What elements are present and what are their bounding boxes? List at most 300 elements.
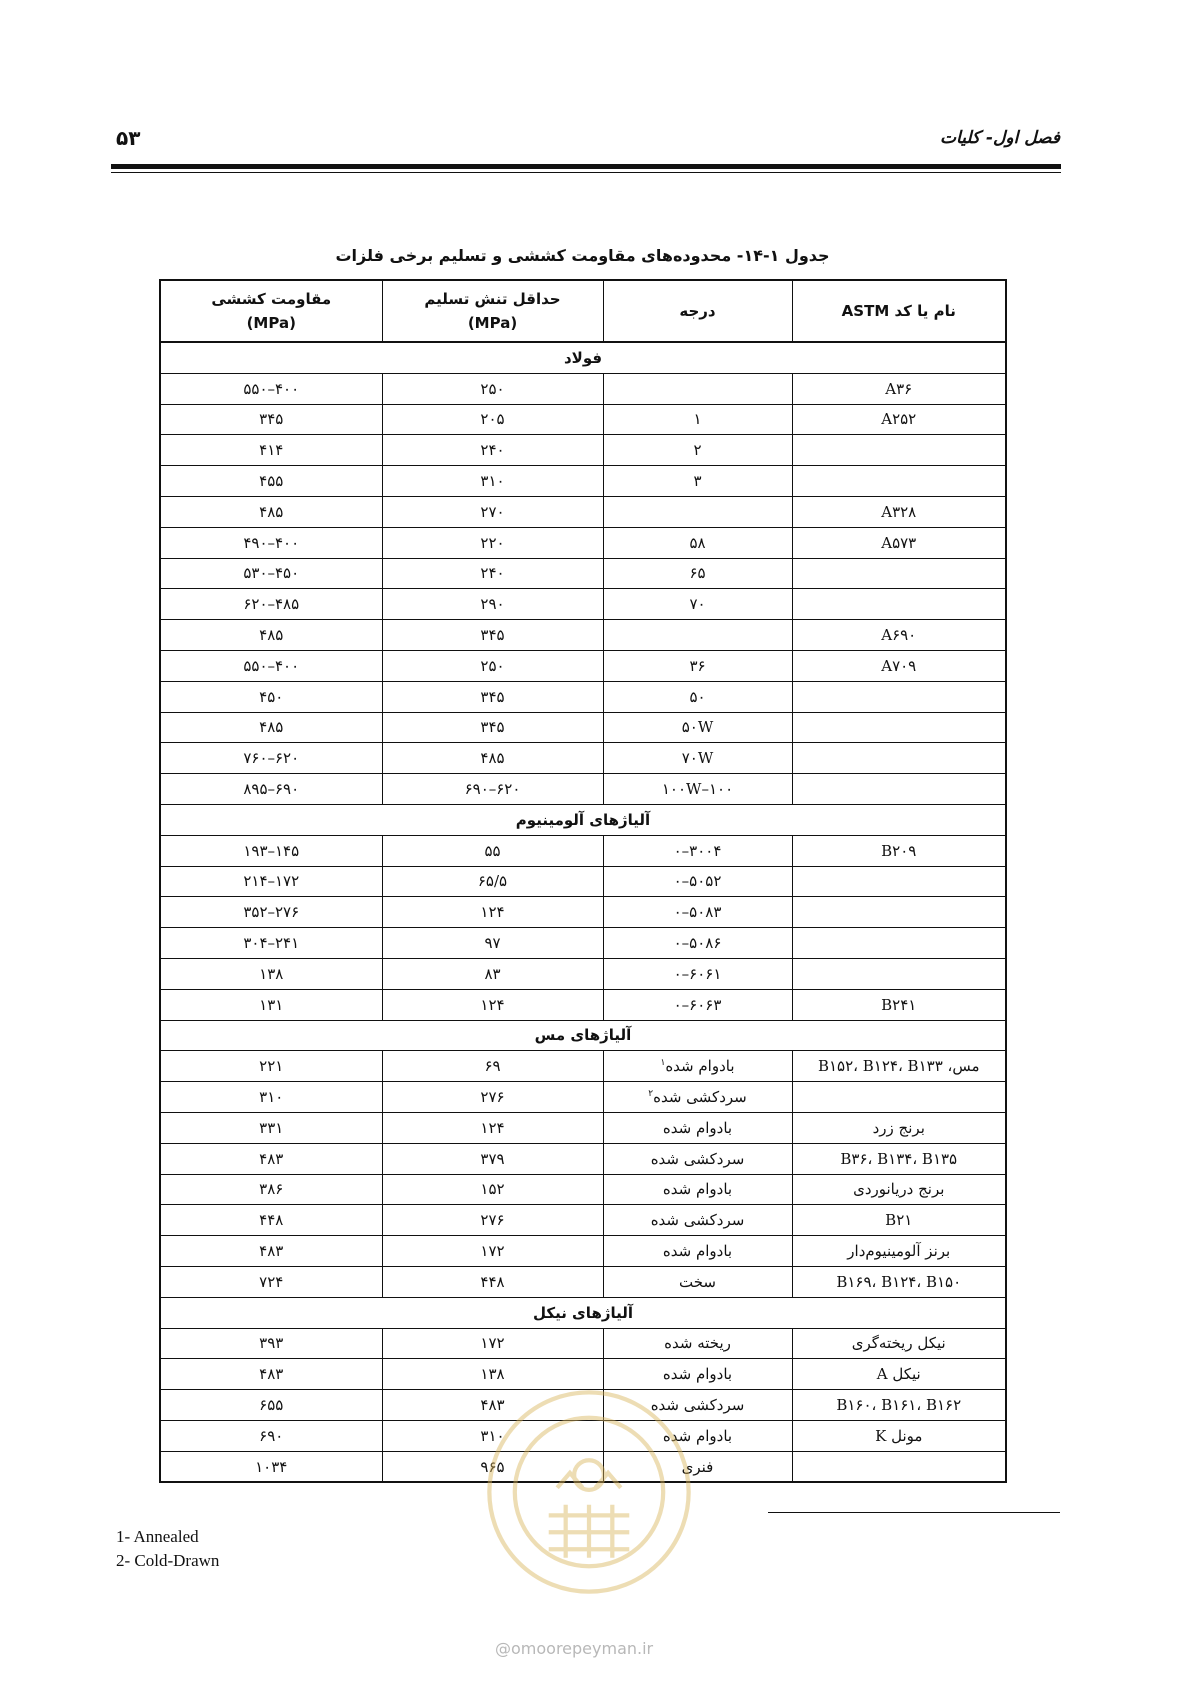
section-row [160, 1020, 1006, 1051]
footnote-marker: ۱ [660, 1058, 666, 1069]
cell-tensile-text: ۴۸۳ [259, 1365, 284, 1384]
header-tensile-unit: (MPa) [246, 314, 296, 332]
cell-tensile-text: ۴۴۸ [259, 1211, 284, 1230]
cell-yield [382, 1143, 603, 1174]
cell-tensile-text: ۴۰۰–۵۵۰ [243, 379, 300, 398]
cell-yield-text: ۳۴۵ [480, 626, 505, 645]
cell-astm [792, 589, 1006, 620]
cell-grade-text: بادوام شده [662, 1118, 733, 1137]
section-row [160, 342, 1006, 373]
cell-tensile-text: ۲۲۱ [259, 1057, 284, 1076]
cell-yield-text: ۴۴۸ [480, 1272, 505, 1291]
cell-tensile-text: ۴۵۰–۵۳۰ [243, 564, 300, 583]
cell-astm-text: A۳۲۸ [881, 502, 917, 521]
cell-grade [603, 404, 792, 435]
table-row [160, 620, 1006, 651]
cell-astm-text: B۱۶۹، B۱۲۴، B۱۵۰ [836, 1272, 962, 1291]
cell-grade [603, 1143, 792, 1174]
cell-astm [792, 712, 1006, 743]
cell-yield [382, 712, 603, 743]
cell-tensile [160, 743, 382, 774]
header-rule-thin [111, 172, 1061, 173]
cell-grade [603, 1082, 792, 1113]
table-row [160, 774, 1006, 805]
cell-tensile [160, 1451, 382, 1482]
cell-yield-text: ۲۰۵ [480, 410, 505, 429]
table-row [160, 958, 1006, 989]
cell-grade [603, 1174, 792, 1205]
cell-grade [603, 712, 792, 743]
cell-yield-text: ۲۹۰ [480, 595, 505, 614]
cell-tensile-text: ۱۳۸ [259, 964, 284, 983]
table-row [160, 866, 1006, 897]
cell-grade [603, 1359, 792, 1390]
cell-yield-text: ۳۷۹ [480, 1149, 505, 1168]
cell-yield [382, 958, 603, 989]
cell-astm-text: B۲۰۹ [881, 841, 917, 860]
cell-yield-text: ۱۲۴ [480, 1118, 505, 1137]
table-row [160, 496, 1006, 527]
cell-astm [792, 989, 1006, 1020]
cell-astm [792, 558, 1006, 589]
cell-yield-text: ۶۹ [484, 1057, 501, 1076]
cell-astm [792, 835, 1006, 866]
table-row [160, 589, 1006, 620]
cell-tensile [160, 589, 382, 620]
cell-yield [382, 1328, 603, 1359]
cell-grade [603, 681, 792, 712]
table-row [160, 1143, 1006, 1174]
cell-astm [792, 681, 1006, 712]
cell-astm [792, 743, 1006, 774]
table-row [160, 928, 1006, 959]
cell-astm-text: B۲۱ [885, 1211, 913, 1230]
cell-grade [603, 650, 792, 681]
table-row [160, 989, 1006, 1020]
cell-yield-text: ۲۷۶ [480, 1211, 505, 1230]
cell-grade-text: ۵۰۵۲–۰ [673, 872, 722, 891]
cell-grade-text: ۱۰۰–۱۰۰W [661, 780, 734, 799]
cell-yield [382, 897, 603, 928]
header-yield-unit: (MPa) [467, 314, 518, 332]
cell-grade [603, 1205, 792, 1236]
cell-tensile-text: ۴۸۵ [259, 718, 284, 737]
cell-astm [792, 373, 1006, 404]
cell-yield-text: ۹۶۵ [480, 1457, 505, 1476]
table-row [160, 435, 1006, 466]
cell-tensile [160, 496, 382, 527]
cell-astm [792, 1359, 1006, 1390]
table-row [160, 1266, 1006, 1297]
cell-tensile-text: ۱۷۲–۲۱۴ [243, 872, 300, 891]
cell-tensile [160, 1420, 382, 1451]
cell-astm-text: A۵۷۳ [881, 533, 917, 552]
cell-grade [603, 466, 792, 497]
cell-tensile-text: ۳۱۰ [259, 1088, 284, 1107]
cell-grade [603, 435, 792, 466]
cell-yield-text: ۲۷۶ [480, 1088, 505, 1107]
table-row [160, 466, 1006, 497]
cell-astm [792, 958, 1006, 989]
cell-tensile [160, 1082, 382, 1113]
cell-yield [382, 1051, 603, 1082]
cell-grade-text: ۳۰۰۴–۰ [673, 841, 722, 860]
cell-tensile [160, 1390, 382, 1421]
cell-grade-text: ۵۰W [681, 718, 714, 737]
cell-yield [382, 1359, 603, 1390]
cell-grade [603, 589, 792, 620]
cell-tensile [160, 558, 382, 589]
cell-tensile [160, 958, 382, 989]
cell-tensile [160, 466, 382, 497]
cell-astm [792, 928, 1006, 959]
cell-grade-text: ۳۶ [689, 656, 706, 675]
cell-grade [603, 373, 792, 404]
cell-tensile [160, 404, 382, 435]
cell-yield-text: ۴۸۵ [480, 749, 505, 768]
cell-grade-text: فنری [681, 1457, 714, 1476]
cell-grade [603, 558, 792, 589]
cell-yield [382, 1236, 603, 1267]
cell-tensile-text: ۶۵۵ [259, 1395, 284, 1414]
watermark-url: @omoorepeyman.ir [495, 1639, 654, 1658]
table-row [160, 558, 1006, 589]
cell-astm [792, 1174, 1006, 1205]
cell-yield [382, 1112, 603, 1143]
cell-astm [792, 650, 1006, 681]
cell-grade [603, 1051, 792, 1082]
cell-astm [792, 496, 1006, 527]
table-title: جدول ۱-۱۴- محدوده‌های مقاومت کششی و تسلیم برخی فلزات [335, 246, 830, 265]
cell-astm-text: مس، B۱۵۲، B۱۲۴، B۱۳۳ [817, 1057, 980, 1076]
cell-tensile [160, 527, 382, 558]
cell-grade-text: ۶۰۶۳–۰ [673, 995, 722, 1014]
cell-astm-text: A۲۵۲ [881, 410, 917, 429]
cell-astm-text: B۱۶۰، B۱۶۱، B۱۶۲ [836, 1395, 962, 1414]
cell-tensile-text: ۱۰۳۴ [255, 1457, 288, 1476]
cell-tensile-text: ۴۸۳ [259, 1149, 284, 1168]
cell-astm-text: A۳۶ [885, 379, 913, 398]
cell-grade-text: سردکشی شده [650, 1211, 745, 1230]
cell-grade-text: سردکشی شده [650, 1395, 745, 1414]
cell-yield-text: ۳۴۵ [480, 687, 505, 706]
cell-astm-text: A۷۰۹ [881, 656, 917, 675]
cell-astm [792, 1236, 1006, 1267]
cell-grade [603, 928, 792, 959]
cell-astm [792, 1082, 1006, 1113]
cell-tensile [160, 1328, 382, 1359]
cell-astm [792, 1143, 1006, 1174]
cell-tensile-text: ۴۵۰ [259, 687, 284, 706]
cell-yield-text: ۲۷۰ [480, 502, 505, 521]
cell-yield-text: ۲۲۰ [480, 533, 505, 552]
cell-tensile [160, 897, 382, 928]
cell-astm-text: برنز آلومینیوم‌دار [847, 1242, 951, 1260]
cell-tensile-text: ۶۲۰–۷۶۰ [243, 749, 300, 768]
cell-grade [603, 496, 792, 527]
cell-yield-text: ۴۸۳ [480, 1395, 505, 1414]
section-title: آلیاژهای آلومینیوم [160, 804, 1006, 835]
cell-yield [382, 1266, 603, 1297]
cell-yield-text: ۲۴۰ [480, 564, 505, 583]
cell-grade-text: بادوام شده [662, 1365, 733, 1384]
footnote-2: 2- Cold-Drawn [116, 1551, 220, 1570]
cell-yield [382, 1082, 603, 1113]
footnote-1: 1- Annealed [116, 1527, 199, 1546]
cell-tensile [160, 928, 382, 959]
cell-astm [792, 866, 1006, 897]
section-row [160, 1297, 1006, 1328]
cell-tensile-text: ۴۸۳ [259, 1242, 284, 1260]
cell-tensile-text: ۲۴۱–۳۰۴ [243, 934, 300, 953]
cell-tensile-text: ۳۸۶ [259, 1180, 284, 1199]
cell-tensile [160, 1143, 382, 1174]
cell-tensile [160, 1266, 382, 1297]
header-grade: درجه [603, 280, 792, 342]
cell-tensile-text: ۳۳۱ [259, 1118, 284, 1137]
cell-tensile-text: ۳۴۵ [259, 410, 284, 429]
cell-grade [603, 866, 792, 897]
cell-tensile-text: ۴۸۵ [259, 502, 284, 521]
cell-grade-text: سردکشی شده [653, 1088, 747, 1107]
cell-grade [603, 835, 792, 866]
cell-grade-text: ۵۰۸۳–۰ [673, 903, 722, 922]
cell-tensile-text: ۱۴۵–۱۹۳ [243, 841, 300, 860]
cell-grade-text: بادوام شده [665, 1057, 735, 1076]
cell-tensile-text: ۶۹۰–۸۹۵ [243, 780, 300, 799]
cell-yield [382, 1174, 603, 1205]
table-row [160, 527, 1006, 558]
cell-tensile [160, 1174, 382, 1205]
cell-tensile [160, 681, 382, 712]
table-row [160, 681, 1006, 712]
watermark-seal-icon [483, 1386, 695, 1598]
cell-astm-text: B۳۶، B۱۳۴، B۱۳۵ [840, 1149, 958, 1168]
cell-yield [382, 650, 603, 681]
cell-grade-text: ۷۰W [681, 749, 714, 768]
cell-astm-text: نیکل ریخته‌گری [851, 1334, 946, 1353]
table-row [160, 1359, 1006, 1390]
section-title: فولاد [160, 342, 1006, 373]
cell-tensile-text: ۴۰۰–۵۵۰ [243, 656, 300, 675]
cell-grade-text: بادوام شده [662, 1426, 733, 1445]
cell-yield-text: ۱۲۴ [480, 903, 505, 922]
cell-tensile [160, 1236, 382, 1267]
page-number: ۵۳ [116, 126, 141, 150]
cell-astm [792, 527, 1006, 558]
table-row [160, 404, 1006, 435]
cell-yield [382, 928, 603, 959]
cell-yield [382, 835, 603, 866]
cell-astm-text: برنج دریانوردی [853, 1180, 945, 1199]
cell-grade-text: ۲ [693, 441, 702, 460]
cell-astm [792, 1112, 1006, 1143]
cell-yield [382, 527, 603, 558]
cell-astm [792, 435, 1006, 466]
table-row [160, 1205, 1006, 1236]
table-header-row [160, 280, 1006, 342]
cell-yield-text: ۱۷۲ [480, 1242, 505, 1260]
cell-yield [382, 466, 603, 497]
section-title: آلیاژهای نیکل [160, 1297, 1006, 1328]
cell-yield [382, 681, 603, 712]
table-row [160, 743, 1006, 774]
cell-grade-text: ۳ [693, 472, 702, 491]
cell-grade [603, 620, 792, 651]
cell-astm [792, 404, 1006, 435]
header-tensile [160, 280, 382, 342]
cell-astm [792, 1051, 1006, 1082]
cell-yield-text: ۶۵/۵ [477, 872, 508, 891]
cell-tensile [160, 774, 382, 805]
table-row [160, 712, 1006, 743]
cell-yield-text: ۳۱۰ [480, 472, 505, 491]
cell-astm [792, 1420, 1006, 1451]
cell-tensile-text: ۴۱۴ [259, 441, 284, 460]
cell-astm [792, 897, 1006, 928]
cell-grade-text: سخت [679, 1272, 716, 1291]
header-astm: نام یا کد ASTM [792, 280, 1006, 342]
cell-grade-text: سردکشی شده [650, 1149, 745, 1168]
cell-yield [382, 373, 603, 404]
cell-grade [603, 1266, 792, 1297]
cell-astm-text: A۶۹۰ [881, 626, 917, 645]
cell-grade-text: ۱ [693, 410, 702, 429]
cell-grade [603, 774, 792, 805]
header-rule-thick [111, 164, 1061, 169]
cell-tensile [160, 435, 382, 466]
cell-yield [382, 589, 603, 620]
cell-yield-text: ۲۵۰ [480, 379, 505, 398]
cell-tensile-text: ۲۷۶–۳۵۲ [243, 903, 300, 922]
cell-astm [792, 620, 1006, 651]
cell-yield-text: ۲۵۰ [480, 656, 505, 675]
cell-yield [382, 989, 603, 1020]
cell-grade [603, 1112, 792, 1143]
cell-yield-text: ۳۱۰ [480, 1426, 505, 1445]
cell-yield [382, 404, 603, 435]
table-row [160, 835, 1006, 866]
table-row [160, 1328, 1006, 1359]
cell-astm [792, 1390, 1006, 1421]
cell-grade [603, 958, 792, 989]
cell-yield [382, 558, 603, 589]
cell-tensile-text: ۳۹۳ [259, 1334, 284, 1353]
cell-astm [792, 774, 1006, 805]
cell-tensile [160, 1051, 382, 1082]
cell-tensile-text: ۴۸۵ [259, 626, 284, 645]
cell-yield-text: ۱۲۴ [480, 995, 505, 1014]
cell-astm [792, 1451, 1006, 1482]
cell-grade-text: بادوام شده [662, 1242, 733, 1260]
cell-grade-text: ۷۰ [689, 595, 706, 614]
cell-tensile [160, 989, 382, 1020]
cell-yield-text: ۱۵۲ [480, 1180, 505, 1199]
cell-tensile [160, 650, 382, 681]
cell-astm [792, 1328, 1006, 1359]
cell-yield [382, 1205, 603, 1236]
cell-grade-text: بادوام شده [662, 1180, 733, 1199]
cell-grade-text: ۵۸ [689, 533, 706, 552]
cell-astm [792, 1205, 1006, 1236]
chapter-title: فصل اول- کلیات [940, 128, 1060, 148]
cell-yield [382, 866, 603, 897]
table-row [160, 897, 1006, 928]
cell-tensile-text: ۴۰۰–۴۹۰ [243, 533, 300, 552]
table-row [160, 650, 1006, 681]
cell-tensile [160, 866, 382, 897]
cell-grade-text: ۶۰۶۱–۰ [673, 964, 722, 983]
header-tensile-label: مقاومت کششی [211, 290, 332, 308]
cell-yield [382, 496, 603, 527]
header-yield-label: حداقل تنش تسلیم [424, 290, 561, 308]
cell-tensile-text: ۱۳۱ [259, 995, 284, 1014]
table-row [160, 373, 1006, 404]
cell-tensile [160, 835, 382, 866]
cell-yield [382, 620, 603, 651]
cell-grade [603, 1236, 792, 1267]
cell-yield [382, 743, 603, 774]
cell-tensile [160, 1205, 382, 1236]
cell-yield-text: ۱۷۲ [480, 1334, 505, 1353]
cell-tensile [160, 1112, 382, 1143]
cell-yield [382, 435, 603, 466]
cell-astm [792, 466, 1006, 497]
cell-tensile-text: ۴۸۵–۶۲۰ [243, 595, 300, 614]
cell-grade [603, 897, 792, 928]
cell-yield-text: ۵۵ [484, 841, 501, 860]
table-row [160, 1051, 1006, 1082]
cell-astm-text: B۲۴۱ [881, 995, 917, 1014]
cell-yield-text: ۲۴۰ [480, 441, 505, 460]
header-yield [382, 280, 603, 342]
cell-tensile [160, 373, 382, 404]
cell-tensile-text: ۷۲۴ [259, 1272, 284, 1291]
cell-grade-text: ۵۰ [689, 687, 706, 706]
cell-grade [603, 527, 792, 558]
section-row [160, 804, 1006, 835]
cell-grade-text: ۵۰۸۶–۰ [673, 934, 722, 953]
footnote-rule [768, 1512, 1060, 1513]
cell-tensile-text: ۶۹۰ [259, 1426, 284, 1445]
table-row [160, 1082, 1006, 1113]
cell-tensile [160, 620, 382, 651]
cell-grade [603, 743, 792, 774]
cell-grade [603, 1328, 792, 1359]
cell-yield-text: ۹۷ [484, 934, 501, 953]
cell-grade [603, 989, 792, 1020]
table-body [160, 342, 1006, 1482]
cell-astm [792, 1266, 1006, 1297]
cell-grade-text: ریخته شده [664, 1334, 731, 1353]
footnotes [116, 1525, 219, 1573]
footnote-marker: ۲ [648, 1089, 654, 1100]
cell-astm-text: مونل K [875, 1426, 923, 1445]
table-row [160, 1174, 1006, 1205]
cell-yield-text: ۶۲۰–۶۹۰ [464, 780, 521, 799]
cell-astm-text: نیکل A [876, 1365, 921, 1384]
cell-yield-text: ۱۳۸ [480, 1365, 505, 1384]
table-row [160, 1112, 1006, 1143]
section-title: آلیاژهای مس [160, 1020, 1006, 1051]
cell-yield-text: ۳۴۵ [480, 718, 505, 737]
table-row [160, 1236, 1006, 1267]
cell-tensile-text: ۴۵۵ [259, 472, 284, 491]
strength-table [159, 279, 1007, 1483]
cell-astm-text: برنج زرد [872, 1118, 925, 1137]
cell-grade-text: ۶۵ [689, 564, 706, 583]
cell-tensile [160, 712, 382, 743]
